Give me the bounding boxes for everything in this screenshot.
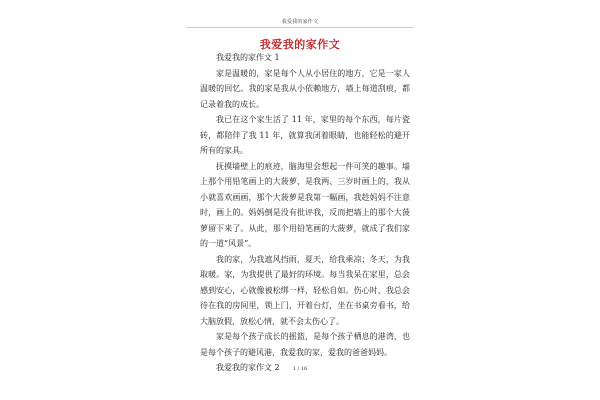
body-paragraph: 我已在这个家生活了 11 年，家里的每个东西，每片瓷砖，都陪伴了我 11 年，就算我闭着眼睛，也能轻松的避开所有的家具。 xyxy=(200,115,410,155)
section-heading: 我爱我的家作文 1 xyxy=(216,53,280,62)
body-paragraph: 我的家，为我遮风挡雨，夏天，给我乘凉；冬天，为我取暖。家，为我提供了最好的环境。每当我呆在家里，总会感到安心，心就像被松绑一样，轻松自如。伤心时，我总会待在我的房间里，锁上门，开着台灯，坐在书桌旁看书，给大脑放假，放松心情，就不会太伤心了。 xyxy=(200,254,410,326)
page-number: 1 / 16 xyxy=(292,366,308,372)
document-title: 我爱我的家作文 xyxy=(259,38,341,51)
running-header: 我爱我的家作文 xyxy=(281,19,319,25)
document-body xyxy=(200,50,410,376)
body-paragraph: 抚摸墙壁上的痕迹，脑海里会想起一件可笑的趣事。墙上那个用铅笔画上的大菠萝，是我两、三岁时画上的，我从小就喜欢画画，那个大菠萝是我第一幅画，我趁妈妈不注意时，画上的。妈妈倒是没有批评我，反而把墙上的那个大菠萝留下来了。从此，那个用铅笔画的大菠萝，就成了我们家的一道“风景”。 xyxy=(200,161,410,248)
section-heading: 我爱我的家作文 2 xyxy=(216,363,280,372)
body-paragraph: 家是温暖的，家是每个人从小居住的地方，它是一家人温暖的回忆。我的家是我从小依赖地方，墙上每道刮痕，都记录着我的成长。 xyxy=(200,68,410,109)
header-divider xyxy=(186,27,414,28)
body-paragraph: 家是每个孩子成长的摇篮，是每个孩子栖息的港湾，也是每个孩子的避风港，我爱我的家，爱我的爸爸妈妈。 xyxy=(200,332,410,357)
